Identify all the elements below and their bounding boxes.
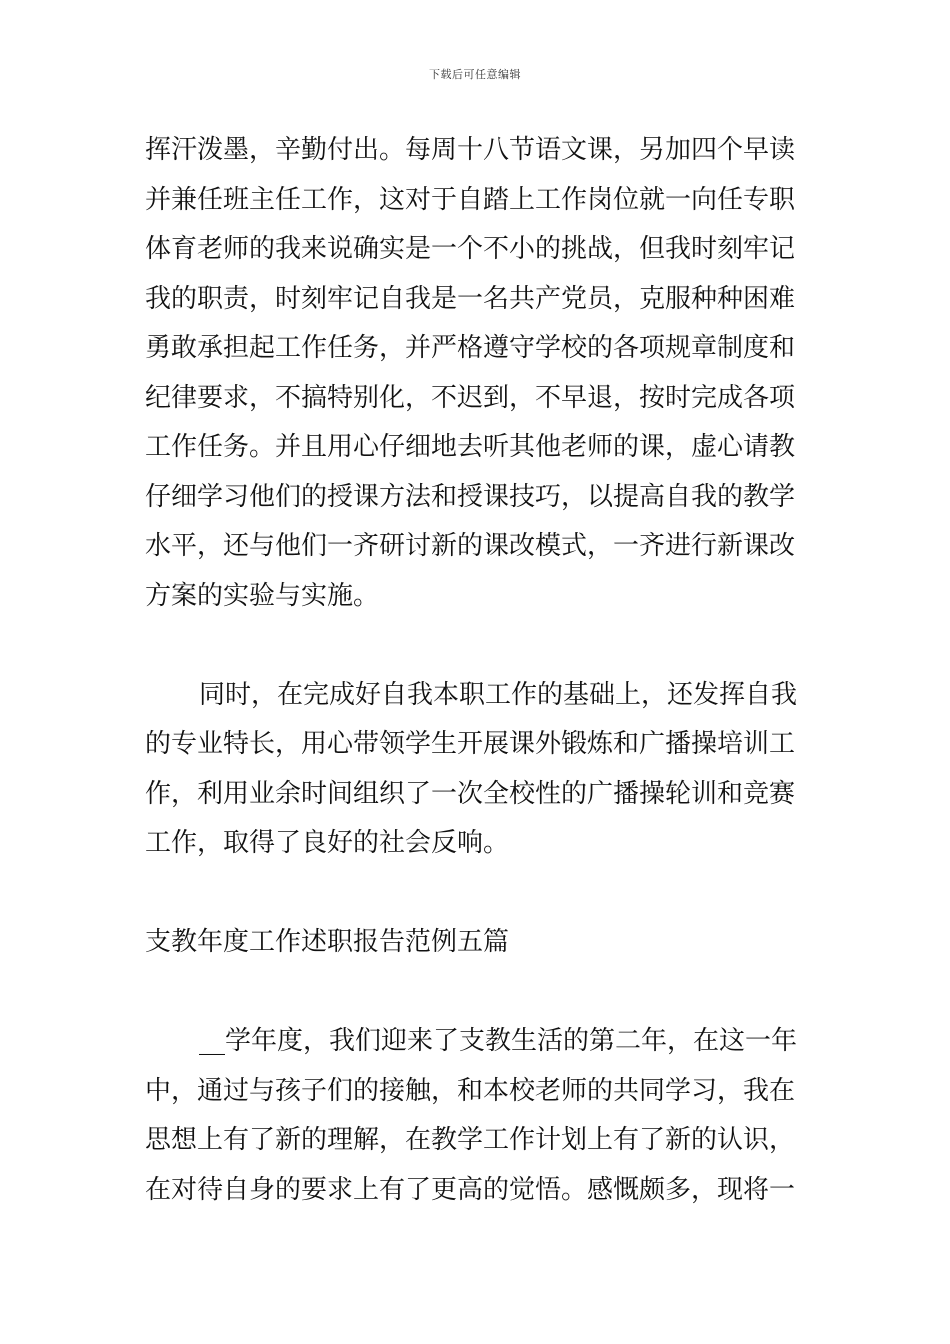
page-header-note: 下载后可任意编辑 (429, 68, 521, 81)
paragraph-spacer (145, 869, 807, 919)
section-title: 支教年度工作述职报告范例五篇 (145, 927, 510, 957)
paragraph-spacer (145, 968, 807, 1018)
document-body (145, 126, 807, 1215)
paragraph-2 (145, 671, 807, 869)
text-line: 工作任务。并且用心仔细地去听其他老师的课，虚心请教 (145, 432, 796, 462)
text-line: 并兼任班主任工作，这对于自踏上工作岗位就一向任专职 (145, 184, 796, 215)
text-line: 同时，在完成好自我本职工作的基础上，还发挥自我 (199, 679, 798, 710)
text-line: 工作，取得了良好的社会反响。 (145, 828, 510, 858)
paragraph-3 (145, 1017, 807, 1215)
text-line: 纪律要求，不搞特别化，不迟到，不早退，按时完成各项 (145, 382, 796, 413)
text-line: __学年度，我们迎来了支教生活的第二年，在这一年 (199, 1026, 798, 1056)
text-line: 思想上有了新的理解，在教学工作计划上有了新的认识， (145, 1125, 796, 1155)
text-line: 仔细学习他们的授课方法和授课技巧，以提高自我的教学 (145, 481, 796, 512)
text-line: 勇敢承担起工作任务，并严格遵守学校的各项规章制度和 (145, 333, 796, 363)
text-line: 中，通过与孩子们的接触，和本校老师的共同学习，我在 (145, 1075, 796, 1106)
paragraph-spacer (145, 621, 807, 671)
text-line: 在对待自身的要求上有了更高的觉悟。感慨颇多，现将一 (145, 1174, 796, 1205)
text-line: 水平，还与他们一齐研讨新的课改模式，一齐进行新课改 (145, 531, 796, 561)
text-line: 我的职责，时刻牢记自我是一名共产党员，克服种种困难 (145, 283, 796, 314)
text-line: 方案的实验与实施。 (145, 580, 380, 611)
text-line: 的专业特长，用心带领学生开展课外锻炼和广播操培训工 (145, 729, 796, 759)
text-line: 作，利用业余时间组织了一次全校性的广播操轮训和竞赛 (145, 778, 796, 809)
text-line: 挥汗泼墨，辛勤付出。每周十八节语文课，另加四个早读 (145, 135, 796, 165)
text-line: 体育老师的我来说确实是一个不小的挑战，但我时刻牢记 (145, 234, 796, 264)
paragraph-1 (145, 126, 807, 621)
